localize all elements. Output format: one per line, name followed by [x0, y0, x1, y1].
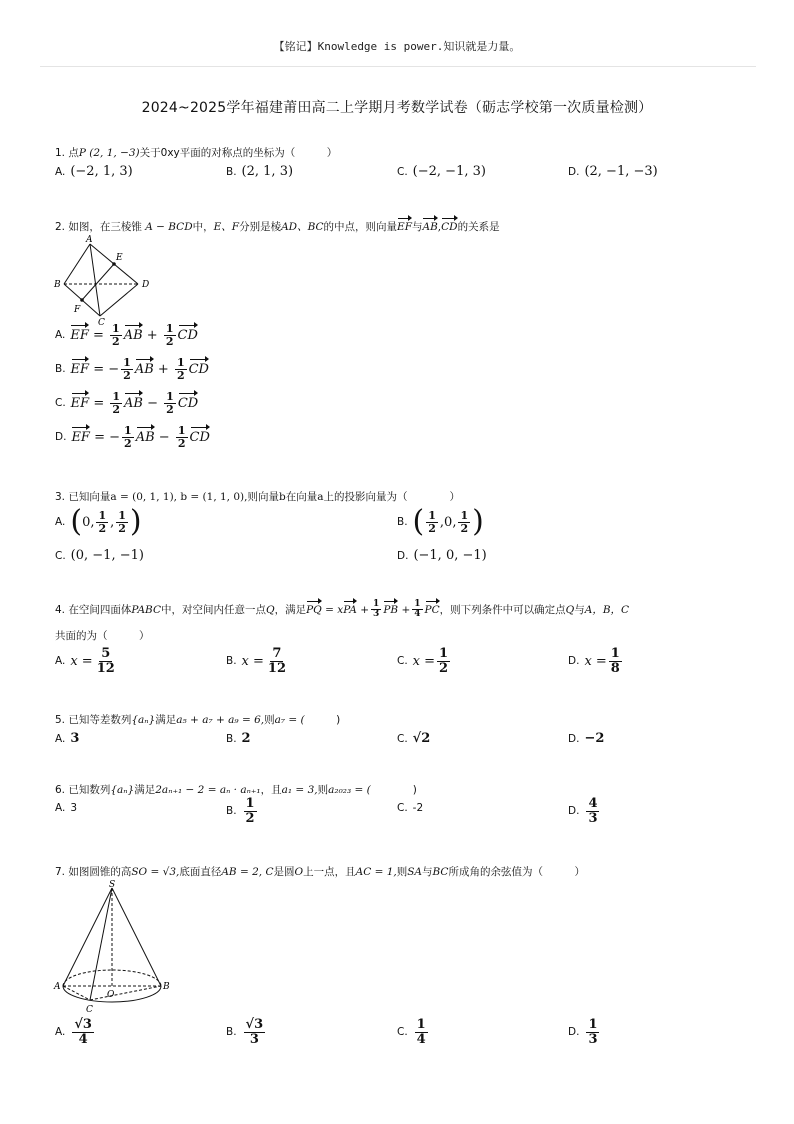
q6-option-b[interactable]: B. $\frac{1}{2}$ [226, 796, 255, 826]
edge-ab [64, 244, 90, 284]
label-c: C [98, 318, 105, 326]
q3-option-d[interactable]: D. (−1, 0, −1) [397, 548, 487, 563]
label-b: B [163, 982, 170, 992]
tetrahedron-figure [52, 232, 156, 326]
q1-option-c[interactable]: C. (−2, −1, 3) [397, 164, 486, 179]
point-f [80, 298, 84, 302]
page-header: 【铭记】Knowledge is power.知识就是力量。 [273, 40, 521, 53]
label-b: B [54, 280, 61, 290]
q7-option-a[interactable]: A. $\frac{√3}{4}$ [55, 1017, 92, 1047]
label-s: S [109, 880, 116, 890]
q2-option-d[interactable]: D. EF = − $\frac{1}{2}$ AB − $\frac{1}{2}$ CD [55, 424, 210, 450]
cone-figure [52, 878, 172, 1020]
question-4-stem: 4. 在空间四面体 PABC 中，对空间内任意一点 Q ，满足 PQ = x PA + $\frac{1}{3}$ PB + $\frac{1}{4}$ PC ，则下列条件中可以确定点 Q 与 A，B，C [55, 599, 630, 620]
q4-option-c[interactable]: C. x = $\frac{1}{2}$ [397, 646, 449, 676]
question-6-stem: 6. 已知数列{aₙ}满足2aₙ₊₁ − 2 = aₙ · aₙ₊₁，且a₁ = 3,则a₂₀₂₃ = ( ) [55, 784, 417, 796]
q1-option-a[interactable]: A. (−2, 1, 3) [55, 164, 133, 179]
question-2-stem: 2. 如图，在三棱锥 A − BCD中，E、F分别是棱AD、BC的中点，则向量EF与AB,CD的关系是 [55, 221, 500, 233]
page-title: 2024~2025学年福建莆田高二上学期月考数学试卷（砺志学校第一次质量检测） [141, 100, 653, 116]
edge-ac [90, 244, 100, 316]
cone-edge-sa [63, 888, 112, 986]
q1-option-b[interactable]: B. (2, 1, 3) [226, 164, 294, 179]
q3-option-c[interactable]: C. (0, −1, −1) [55, 548, 144, 563]
q7-option-b[interactable]: B. $\frac{√3}{3}$ [226, 1017, 264, 1047]
question-5-stem: 5. 已知等差数列{aₙ}满足a₅ + a₇ + a₉ = 6,则a₇ = ( ) [55, 714, 341, 726]
label-e: E [116, 253, 123, 263]
q5-option-b[interactable]: B. 2 [226, 731, 251, 746]
q6-option-c[interactable]: C. -2 [397, 802, 424, 814]
header-divider [40, 66, 756, 67]
q6-option-a[interactable]: A. 3 [55, 802, 78, 814]
q4-option-b[interactable]: B. x = $\frac{7}{12}$ [226, 646, 286, 676]
question-4-stem-line2: 共面的为（ ） [55, 630, 150, 642]
q3-option-b[interactable]: B. ( $\frac{1}{2}$ ,0, $\frac{1}{2}$ ) [397, 504, 484, 539]
q1-option-d[interactable]: D. (2, −1, −3) [568, 164, 658, 179]
q5-option-d[interactable]: D. −2 [568, 731, 605, 746]
q4-option-d[interactable]: D. x = $\frac{1}{8}$ [568, 646, 620, 676]
q2-option-b[interactable]: B. EF = − $\frac{1}{2}$ AB + $\frac{1}{2}$ CD [55, 356, 209, 382]
q7-option-c[interactable]: C. $\frac{1}{4}$ [397, 1017, 426, 1047]
q2-option-c[interactable]: C. EF = $\frac{1}{2}$ AB − $\frac{1}{2}$ CD [55, 390, 199, 416]
edge-cd [100, 284, 138, 316]
label-a: A [54, 982, 61, 992]
question-7-stem: 7. 如图圆锥的高SO = √3,底面直径AB = 2, C是圆O上一点，且AC = 1,则SA与BC所成角的余弦值为（ ） [55, 866, 585, 878]
label-o: O [107, 990, 115, 1000]
question-3-stem: 3. 已知向量a = (0, 1, 1), b = (1, 1, 0),则向量b在向量a上的投影向量为（ ） [55, 491, 460, 503]
label-c: C [86, 1005, 93, 1015]
q2-option-a[interactable]: A. EF = $\frac{1}{2}$ AB + $\frac{1}{2}$ CD [55, 322, 198, 348]
cone-edge-sc [90, 888, 112, 1000]
chord-bc [90, 986, 161, 1000]
label-a: A [86, 235, 93, 245]
q5-option-c[interactable]: C. √2 [397, 731, 431, 746]
cone-edge-sb [112, 888, 161, 986]
question-1-stem: 1. 点P (2, 1, −3)关于0xy平面的对称点的坐标为（ ） [55, 147, 338, 159]
q5-option-a[interactable]: A. 3 [55, 731, 80, 746]
q7-option-d[interactable]: D. $\frac{1}{3}$ [568, 1017, 598, 1047]
q6-option-d[interactable]: D. $\frac{4}{3}$ [568, 796, 598, 826]
label-d: D [142, 280, 150, 290]
q4-option-a[interactable]: A. x = $\frac{5}{12}$ [55, 646, 115, 676]
q3-option-a[interactable]: A. ( 0, $\frac{1}{2}$ , $\frac{1}{2}$ ) [55, 504, 142, 539]
label-f: F [74, 305, 81, 315]
segment-ef [82, 264, 114, 300]
